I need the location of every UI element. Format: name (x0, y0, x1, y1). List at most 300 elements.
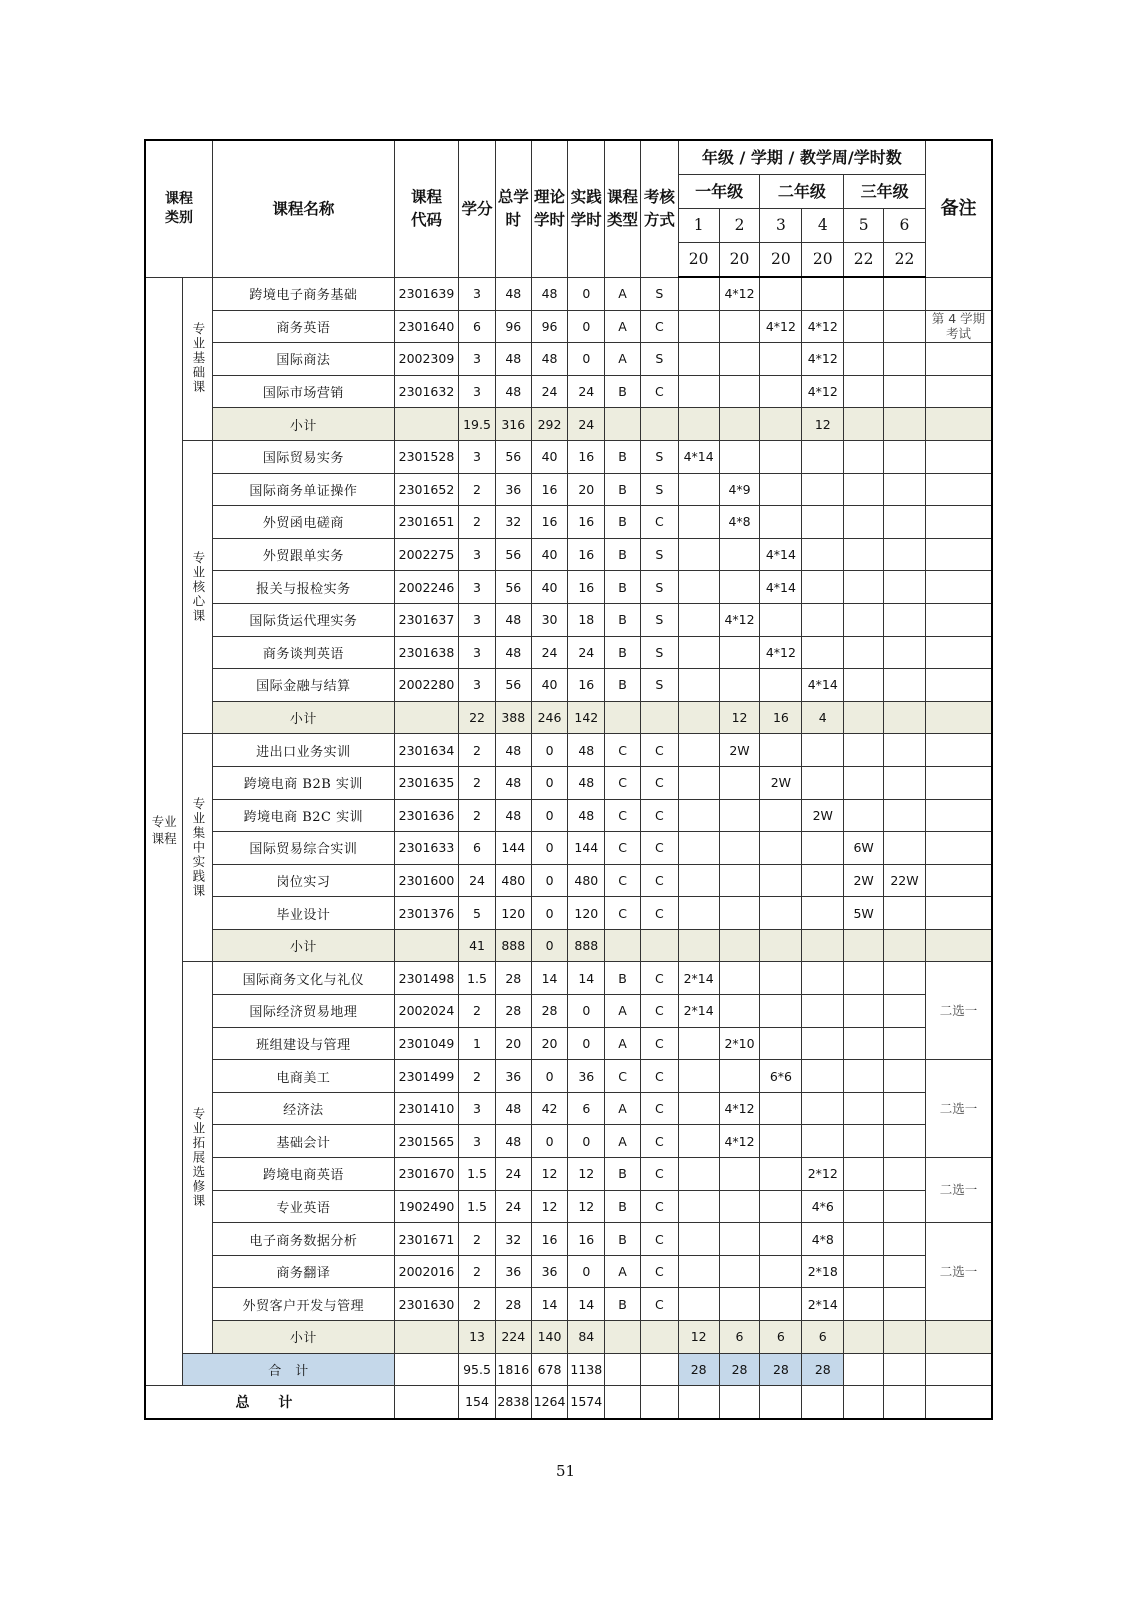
course-theory-hours: 36 (531, 1255, 568, 1288)
course-code: 2301670 (394, 1158, 458, 1191)
course-practice-hours: 0 (568, 1027, 605, 1060)
semester-5-hours (844, 473, 884, 506)
table-row (145, 440, 992, 473)
course-remark: 二选一 (925, 1060, 992, 1158)
subtotal-semester-5 (844, 701, 884, 734)
grand-total-hours: 2838 (495, 1386, 531, 1419)
semester-5-hours (844, 506, 884, 539)
course-name: 国际贸易综合实训 (212, 832, 394, 865)
subtotal-remark (925, 1321, 992, 1354)
table-row (145, 897, 992, 930)
subtotal-theory-hours: 246 (531, 701, 568, 734)
course-remark (925, 897, 992, 930)
course-type: B (605, 1158, 641, 1191)
course-assessment: C (640, 864, 678, 897)
grand-total-empty (760, 1386, 802, 1419)
header-weeks-semester-2: 20 (719, 243, 760, 278)
course-remark (925, 571, 992, 604)
table-row (145, 277, 992, 310)
course-type: B (605, 962, 641, 995)
header-remarks: 备注 (925, 140, 992, 277)
subtotal-credit: 41 (459, 929, 496, 962)
course-practice-hours: 24 (568, 375, 605, 408)
semester-2-hours (719, 995, 760, 1028)
sum-credit: 95.5 (459, 1353, 496, 1386)
course-type: C (605, 864, 641, 897)
semester-6-hours (884, 440, 926, 473)
course-theory-hours: 16 (531, 473, 568, 506)
semester-1-hours (678, 277, 719, 310)
course-total-hours: 48 (495, 799, 531, 832)
table-row (145, 799, 992, 832)
course-name: 报关与报检实务 (212, 571, 394, 604)
semester-3-hours (760, 669, 802, 702)
subtotal-theory-hours: 140 (531, 1321, 568, 1354)
semester-2-hours: 4*9 (719, 473, 760, 506)
course-practice-hours: 16 (568, 571, 605, 604)
course-theory-hours: 96 (531, 310, 568, 343)
header-weeks-semester-3: 20 (760, 243, 802, 278)
subtotal-credit: 13 (459, 1321, 496, 1354)
semester-1-hours (678, 473, 719, 506)
table-row (145, 473, 992, 506)
course-code: 2301565 (394, 1125, 458, 1158)
semester-5-hours (844, 603, 884, 636)
course-name: 进出口业务实训 (212, 734, 394, 767)
course-credit: 1.5 (459, 1158, 496, 1191)
semester-3-hours (760, 1288, 802, 1321)
semester-6-hours (884, 375, 926, 408)
grand-total-theory: 1264 (531, 1386, 568, 1419)
semester-3-hours (760, 1223, 802, 1256)
subtotal-semester-1: 12 (678, 1321, 719, 1354)
sum-code (394, 1353, 458, 1386)
subtotal-type (605, 701, 641, 734)
table-row (145, 734, 992, 767)
course-theory-hours: 20 (531, 1027, 568, 1060)
semester-6-hours (884, 1255, 926, 1288)
course-theory-hours: 0 (531, 734, 568, 767)
semester-1-hours: 2*14 (678, 962, 719, 995)
course-name: 国际商务文化与礼仪 (212, 962, 394, 995)
course-practice-hours: 36 (568, 1060, 605, 1093)
course-practice-hours: 18 (568, 603, 605, 636)
semester-2-hours (719, 766, 760, 799)
semester-1-hours (678, 375, 719, 408)
course-credit: 3 (459, 538, 496, 571)
semester-1-hours: 2*14 (678, 995, 719, 1028)
course-remark (925, 603, 992, 636)
semester-4-hours (802, 1092, 844, 1125)
semester-6-hours (884, 1125, 926, 1158)
semester-4-hours: 2*14 (802, 1288, 844, 1321)
semester-2-hours (719, 636, 760, 669)
semester-4-hours (802, 864, 844, 897)
course-name: 国际商务单证操作 (212, 473, 394, 506)
course-assessment: C (640, 1027, 678, 1060)
subtotal-semester-2 (719, 408, 760, 441)
subtotal-row (145, 929, 992, 962)
course-total-hours: 28 (495, 995, 531, 1028)
semester-1-hours (678, 832, 719, 865)
semester-6-hours: 22W (884, 864, 926, 897)
course-code: 2301410 (394, 1092, 458, 1125)
course-assessment: C (640, 1255, 678, 1288)
semester-3-hours (760, 473, 802, 506)
semester-2-hours (719, 1255, 760, 1288)
semester-2-hours: 4*12 (719, 603, 760, 636)
course-theory-hours: 16 (531, 506, 568, 539)
group-label: 专业拓展选修课 (183, 962, 213, 1353)
course-assessment: C (640, 375, 678, 408)
subtotal-semester-5 (844, 408, 884, 441)
subtotal-assessment (640, 701, 678, 734)
course-remark (925, 669, 992, 702)
semester-3-hours (760, 897, 802, 930)
course-practice-hours: 16 (568, 669, 605, 702)
course-theory-hours: 0 (531, 864, 568, 897)
course-assessment: C (640, 1158, 678, 1191)
course-type: B (605, 571, 641, 604)
semester-2-hours (719, 310, 760, 343)
course-type: B (605, 636, 641, 669)
semester-2-hours (719, 962, 760, 995)
semester-4-hours (802, 636, 844, 669)
semester-4-hours (802, 277, 844, 310)
semester-2-hours (719, 571, 760, 604)
semester-5-hours (844, 538, 884, 571)
header-semester-6: 6 (884, 209, 926, 243)
course-theory-hours: 40 (531, 669, 568, 702)
semester-6-hours (884, 1060, 926, 1093)
course-practice-hours: 6 (568, 1092, 605, 1125)
semester-3-hours (760, 1158, 802, 1191)
header-weeks-semester-5: 22 (844, 243, 884, 278)
course-type: C (605, 766, 641, 799)
course-practice-hours: 14 (568, 962, 605, 995)
semester-4-hours (802, 473, 844, 506)
course-code: 2301652 (394, 473, 458, 506)
semester-4-hours: 4*14 (802, 669, 844, 702)
grand-total-row (145, 1386, 992, 1419)
subtotal-semester-4: 6 (802, 1321, 844, 1354)
semester-3-hours (760, 962, 802, 995)
course-type: B (605, 538, 641, 571)
course-code: 2002309 (394, 343, 458, 376)
sum-semester-2: 28 (719, 1353, 760, 1386)
course-name: 电商美工 (212, 1060, 394, 1093)
table-row (145, 375, 992, 408)
table-row (145, 669, 992, 702)
semester-2-hours (719, 669, 760, 702)
course-remark: 二选一 (925, 1223, 992, 1321)
semester-4-hours (802, 995, 844, 1028)
semester-1-hours (678, 1158, 719, 1191)
sum-semester-6 (884, 1353, 926, 1386)
course-credit: 1.5 (459, 962, 496, 995)
course-practice-hours: 20 (568, 473, 605, 506)
subtotal-assessment (640, 408, 678, 441)
course-assessment: S (640, 277, 678, 310)
semester-6-hours (884, 603, 926, 636)
semester-5-hours (844, 375, 884, 408)
course-credit: 2 (459, 799, 496, 832)
semester-6-hours (884, 473, 926, 506)
course-remark (925, 636, 992, 669)
course-code: 2301498 (394, 962, 458, 995)
sum-type (605, 1353, 641, 1386)
subtotal-label: 小计 (212, 1321, 394, 1354)
course-name: 跨境电商 B2B 实训 (212, 766, 394, 799)
subtotal-theory-hours: 292 (531, 408, 568, 441)
course-total-hours: 24 (495, 1190, 531, 1223)
semester-6-hours (884, 1092, 926, 1125)
course-remark (925, 343, 992, 376)
semester-3-hours: 4*14 (760, 571, 802, 604)
course-theory-hours: 14 (531, 1288, 568, 1321)
course-name: 专业英语 (212, 1190, 394, 1223)
course-practice-hours: 48 (568, 734, 605, 767)
course-remark (925, 375, 992, 408)
semester-5-hours (844, 277, 884, 310)
semester-5-hours (844, 1158, 884, 1191)
header-semester-4: 4 (802, 209, 844, 243)
sum-remark (925, 1353, 992, 1386)
semester-1-hours (678, 310, 719, 343)
semester-6-hours (884, 1027, 926, 1060)
grand-total-empty (719, 1386, 760, 1419)
course-type: A (605, 1092, 641, 1125)
semester-6-hours (884, 734, 926, 767)
subtotal-semester-2: 6 (719, 1321, 760, 1354)
grand-total-empty (884, 1386, 926, 1419)
semester-3-hours (760, 506, 802, 539)
table-row (145, 1288, 992, 1321)
subtotal-semester-1 (678, 929, 719, 962)
course-type: C (605, 734, 641, 767)
course-code: 2301600 (394, 864, 458, 897)
semester-1-hours (678, 538, 719, 571)
table-row (145, 1125, 992, 1158)
semester-3-hours: 6*6 (760, 1060, 802, 1093)
course-practice-hours: 0 (568, 995, 605, 1028)
subtotal-practice-hours: 24 (568, 408, 605, 441)
course-practice-hours: 16 (568, 440, 605, 473)
header-year-1: 一年级 (678, 175, 760, 209)
semester-6-hours (884, 766, 926, 799)
header-semester-5: 5 (844, 209, 884, 243)
sum-practice-hours: 1138 (568, 1353, 605, 1386)
course-code: 2301634 (394, 734, 458, 767)
semester-2-hours (719, 864, 760, 897)
semester-4-hours (802, 962, 844, 995)
semester-1-hours (678, 506, 719, 539)
subtotal-semester-3 (760, 929, 802, 962)
course-name: 电子商务数据分析 (212, 1223, 394, 1256)
course-theory-hours: 0 (531, 1125, 568, 1158)
semester-2-hours (719, 440, 760, 473)
subtotal-credit: 19.5 (459, 408, 496, 441)
course-type: A (605, 277, 641, 310)
semester-1-hours (678, 1255, 719, 1288)
semester-4-hours (802, 897, 844, 930)
course-type: A (605, 1027, 641, 1060)
semester-4-hours (802, 440, 844, 473)
course-type: B (605, 375, 641, 408)
subtotal-practice-hours: 84 (568, 1321, 605, 1354)
course-credit: 2 (459, 1288, 496, 1321)
grand-total-empty (844, 1386, 884, 1419)
course-remark: 二选一 (925, 962, 992, 1060)
table-row (145, 864, 992, 897)
subtotal-semester-2: 12 (719, 701, 760, 734)
semester-5-hours (844, 571, 884, 604)
course-name: 国际货运代理实务 (212, 603, 394, 636)
course-name: 跨境电子商务基础 (212, 277, 394, 310)
semester-2-hours: 2*10 (719, 1027, 760, 1060)
course-code: 2301637 (394, 603, 458, 636)
subtotal-total-hours: 224 (495, 1321, 531, 1354)
semester-6-hours (884, 832, 926, 865)
header-weeks-semester-6: 22 (884, 243, 926, 278)
semester-1-hours (678, 571, 719, 604)
semester-6-hours (884, 669, 926, 702)
table-row (145, 506, 992, 539)
subtotal-type (605, 929, 641, 962)
semester-5-hours (844, 1060, 884, 1093)
course-theory-hours: 0 (531, 897, 568, 930)
course-name: 跨境电商 B2C 实训 (212, 799, 394, 832)
course-total-hours: 56 (495, 440, 531, 473)
course-name: 经济法 (212, 1092, 394, 1125)
course-code: 2002024 (394, 995, 458, 1028)
subtotal-semester-4 (802, 929, 844, 962)
course-type: C (605, 799, 641, 832)
course-name: 班组建设与管理 (212, 1027, 394, 1060)
course-code: 2301632 (394, 375, 458, 408)
course-practice-hours: 12 (568, 1190, 605, 1223)
course-practice-hours: 48 (568, 766, 605, 799)
semester-4-hours (802, 1027, 844, 1060)
semester-1-hours (678, 1288, 719, 1321)
course-name: 国际金融与结算 (212, 669, 394, 702)
group-label: 专业集中实践课 (183, 734, 213, 962)
semester-4-hours (802, 571, 844, 604)
course-theory-hours: 28 (531, 995, 568, 1028)
course-theory-hours: 40 (531, 440, 568, 473)
table-row (145, 571, 992, 604)
course-credit: 2 (459, 1060, 496, 1093)
course-type: B (605, 440, 641, 473)
semester-5-hours (844, 766, 884, 799)
semester-5-hours (844, 1092, 884, 1125)
semester-2-hours (719, 1190, 760, 1223)
course-theory-hours: 0 (531, 799, 568, 832)
group-label: 专业基础课 (183, 277, 213, 440)
course-type: B (605, 506, 641, 539)
course-practice-hours: 16 (568, 538, 605, 571)
course-assessment: C (640, 1125, 678, 1158)
course-type: A (605, 995, 641, 1028)
course-practice-hours: 16 (568, 506, 605, 539)
course-assessment: C (640, 995, 678, 1028)
sum-total-hours: 1816 (495, 1353, 531, 1386)
subtotal-semester-6 (884, 929, 926, 962)
course-theory-hours: 24 (531, 375, 568, 408)
course-code: 2301638 (394, 636, 458, 669)
table-row (145, 1092, 992, 1125)
course-assessment: C (640, 897, 678, 930)
course-credit: 2 (459, 995, 496, 1028)
course-practice-hours: 144 (568, 832, 605, 865)
course-practice-hours: 12 (568, 1158, 605, 1191)
course-code: 1902490 (394, 1190, 458, 1223)
course-name: 外贸函电磋商 (212, 506, 394, 539)
course-credit: 24 (459, 864, 496, 897)
course-practice-hours: 24 (568, 636, 605, 669)
course-assessment: C (640, 766, 678, 799)
subtotal-total-hours: 316 (495, 408, 531, 441)
semester-6-hours (884, 1190, 926, 1223)
table-row (145, 832, 992, 865)
group-label: 专业核心课 (183, 440, 213, 733)
course-remark (925, 766, 992, 799)
course-total-hours: 36 (495, 1060, 531, 1093)
semester-5-hours (844, 310, 884, 343)
course-name: 国际经济贸易地理 (212, 995, 394, 1028)
semester-2-hours (719, 799, 760, 832)
semester-1-hours (678, 1125, 719, 1158)
subtotal-practice-hours: 888 (568, 929, 605, 962)
semester-3-hours (760, 1190, 802, 1223)
course-total-hours: 120 (495, 897, 531, 930)
course-practice-hours: 0 (568, 1255, 605, 1288)
semester-4-hours: 4*12 (802, 343, 844, 376)
sum-semester-5 (844, 1353, 884, 1386)
course-theory-hours: 12 (531, 1190, 568, 1223)
semester-6-hours (884, 962, 926, 995)
grand-total-empty (678, 1386, 719, 1419)
course-remark (925, 538, 992, 571)
course-practice-hours: 120 (568, 897, 605, 930)
table-row (145, 343, 992, 376)
course-total-hours: 20 (495, 1027, 531, 1060)
course-name: 国际市场营销 (212, 375, 394, 408)
subtotal-code (394, 701, 458, 734)
course-remark: 第 4 学期 考试 (925, 310, 992, 343)
subtotal-semester-6 (884, 701, 926, 734)
course-total-hours: 36 (495, 1255, 531, 1288)
semester-2-hours: 2W (719, 734, 760, 767)
course-credit: 2 (459, 766, 496, 799)
semester-6-hours (884, 799, 926, 832)
course-code: 2301376 (394, 897, 458, 930)
course-credit: 1 (459, 1027, 496, 1060)
semester-3-hours: 4*12 (760, 310, 802, 343)
course-credit: 3 (459, 1125, 496, 1158)
course-credit: 5 (459, 897, 496, 930)
semester-5-hours (844, 1255, 884, 1288)
semester-3-hours (760, 375, 802, 408)
course-credit: 3 (459, 440, 496, 473)
semester-5-hours: 2W (844, 864, 884, 897)
semester-6-hours (884, 310, 926, 343)
semester-5-hours (844, 995, 884, 1028)
semester-5-hours (844, 1288, 884, 1321)
grand-total-empty (640, 1386, 678, 1419)
grand-total-empty (925, 1386, 992, 1419)
course-total-hours: 32 (495, 1223, 531, 1256)
